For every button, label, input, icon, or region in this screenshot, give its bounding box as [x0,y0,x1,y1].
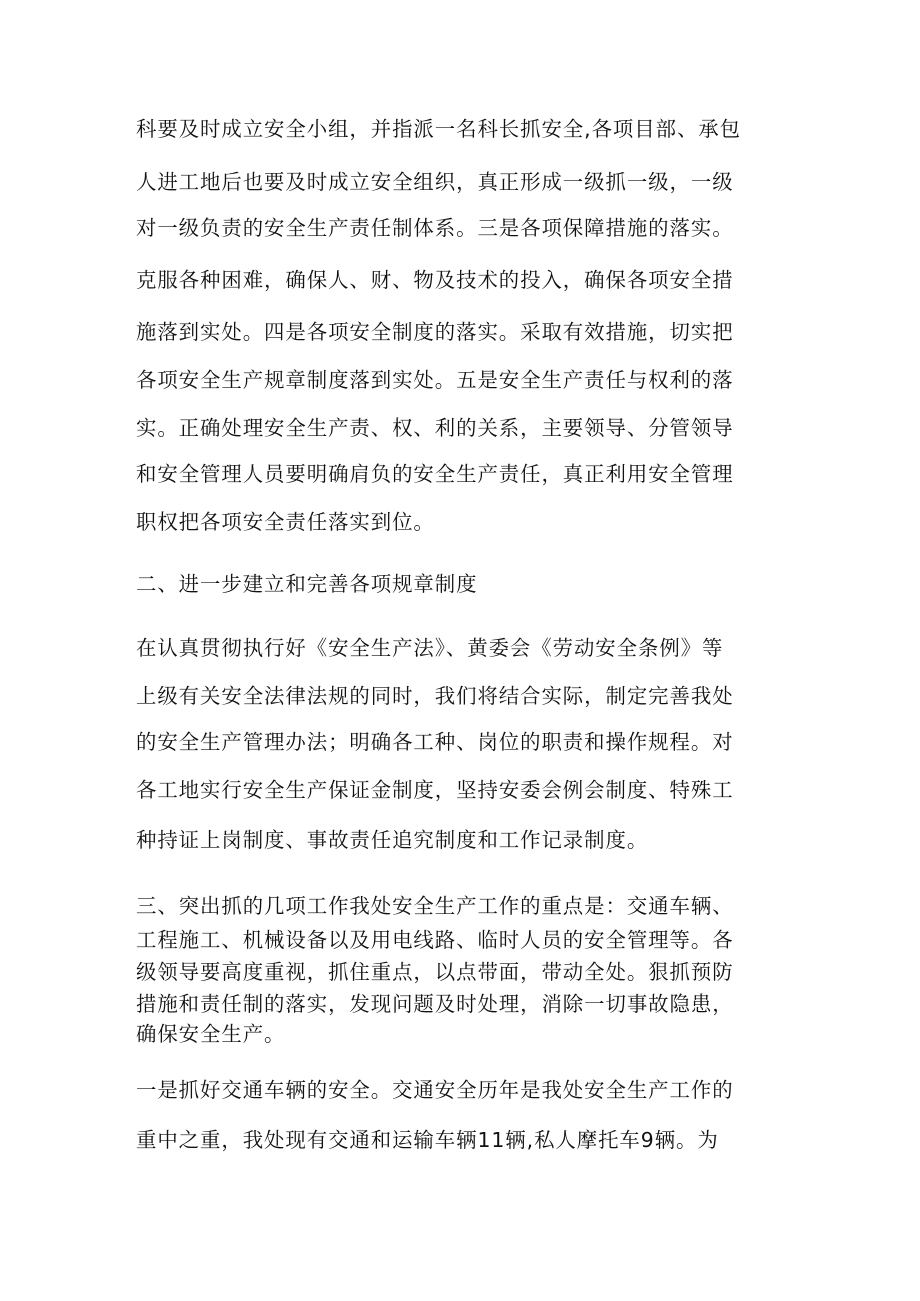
text-line: 上级有关安全法律法规的同时，我们将结合实际，制定完善我处 [136,684,734,708]
section-heading: 三、突出抓的几项工作我处安全生产工作的重点是：交通车辆、 [136,894,734,918]
text-line: 施落到实处。四是各项安全制度的落实。采取有效措施，切实把 [136,320,734,344]
text-line: 实。正确处理安全生产责、权、利的关系，主要领导、分管领导 [136,416,734,440]
text-line: 科要及时成立安全小组，并指派一名科长抓安全,各项目部、承包 [136,117,741,141]
text-line: 重中之重，我处现有交通和运输车辆11辆,私人摩托车9辆。为 [136,1128,719,1152]
text-line: 确保安全生产。 [136,1022,286,1046]
text-line: 措施和责任制的落实，发现问题及时处理，消除一切事故隐患， [136,992,734,1016]
text-line: 的安全生产管理办法；明确各工种、岗位的职责和操作规程。对 [136,730,734,754]
text-line: 种持证上岗制度、事故责任追究制度和工作记录制度。 [136,828,649,852]
text-line: 各项安全生产规章制度落到实处。五是安全生产责任与权利的落 [136,368,734,392]
text-line: 一是抓好交通车辆的安全。交通安全历年是我处安全生产工作的 [136,1078,734,1102]
text-line: 在认真贯彻执行好《安全生产法》、黄委会《劳动安全条例》等 [136,636,724,660]
section-heading: 二、进一步建立和完善各项规章制度 [136,572,478,596]
text-line: 对一级负责的安全生产责任制体系。三是各项保障措施的落实。 [136,216,734,240]
text-line: 工程施工、机械设备以及用电线路、临时人员的安全管理等。各 [136,928,734,952]
text-line: 职权把各项安全责任落实到位。 [136,510,435,534]
text-line: 人进工地后也要及时成立安全组织，真正形成一级抓一级，一级 [136,170,734,194]
text-line: 克服各种困难，确保人、财、物及技术的投入，确保各项安全措 [136,268,734,292]
text-line: 和安全管理人员要明确肩负的安全生产责任，真正利用安全管理 [136,462,734,486]
text-line: 各工地实行安全生产保证金制度，坚持安委会例会制度、特殊工 [136,778,734,802]
text-line: 级领导要高度重视，抓住重点，以点带面，带动全处。狠抓预防 [136,960,734,984]
